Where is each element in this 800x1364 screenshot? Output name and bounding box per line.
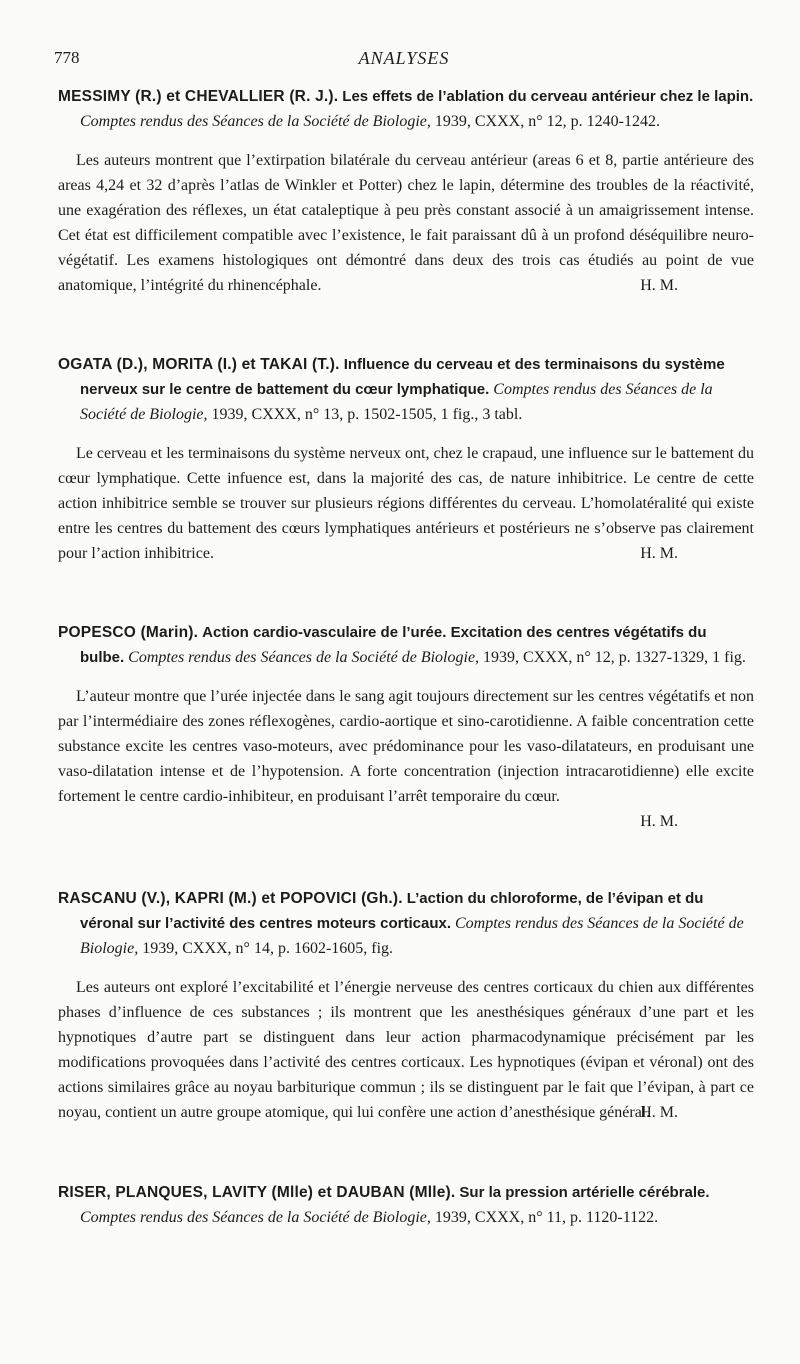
authors: MESSIMY (R.) et CHEVALLIER (R. J.). xyxy=(58,88,339,105)
signature: H. M. xyxy=(640,277,678,294)
signature: H. M. xyxy=(640,1104,678,1121)
page-number: 778 xyxy=(54,48,80,67)
citation xyxy=(58,620,754,670)
article-title: Les effets de l’ablation du cerveau antérieur chez le lapin. xyxy=(342,88,754,105)
authors: RISER, PLANQUES, LAVITY (Mlle) et DAUBAN (Mlle). xyxy=(58,1184,456,1201)
abstract-body: Le cerveau et les terminaisons du système nerveux ont, chez le crapaud, une influence sur le battement du cœur lymphatique. Cette infuence est, dans la majorité des cas, de nature inhibitrice. Le centre de cette action inhibitrice semble se trouver sur plusieurs régions différentes du cerveau. L’homolatéralité qui existe entre les centres du battement des cœurs lymphatiques antérieurs et postérieurs ne s’observe pas clairement pour l’action inhibitrice. xyxy=(58,445,754,562)
abstract-entry xyxy=(58,620,754,834)
citation xyxy=(58,1180,754,1230)
publication-info: 1939, CXXX, n° 14, p. 1602-1605, fig. xyxy=(142,940,394,957)
running-title: ANALYSES xyxy=(358,48,450,68)
signature: H. M. xyxy=(640,545,678,562)
abstract-body: Les auteurs ont exploré l’excitabilité et l’énergie nerveuse des centres corticaux du chien aux différentes phases d’influence de ces substances ; ils montrent que les anesthésiques généraux d’une part et les hypnotiques d’autre part se distinguent dans leur action pharmacodynamique précisément par les modifications provoquées dans l’activité des centres corticaux. Les hypnotiques (évipan et véronal) ont des actions similaires grâce au noyau barbiturique commun ; ils se distinguent par le fait que l’évipan, à part ce noyau, contient un autre groupe atomique, qui lui confère une action d’anesthésique général. xyxy=(58,979,754,1121)
journal-name: Comptes rendus des Séances de la Société de Biologie, xyxy=(80,113,431,130)
abstract-entry xyxy=(58,84,754,298)
article-title: Sur la pression artérielle cérébrale. xyxy=(459,1184,710,1201)
authors: RASCANU (V.), KAPRI (M.) et POPOVICI (Gh.). xyxy=(58,890,403,907)
citation xyxy=(58,886,754,961)
page-header xyxy=(54,48,754,72)
authors: OGATA (D.), MORITA (I.) et TAKAI (T.). xyxy=(58,356,340,373)
abstract-entry xyxy=(58,1180,754,1230)
journal-name: Comptes rendus des Séances de la Société de Biologie, xyxy=(80,1209,431,1226)
citation xyxy=(58,84,754,134)
publication-info: 1939, CXXX, n° 12, p. 1327-1329, 1 fig. xyxy=(483,649,746,666)
publication-info: 1939, CXXX, n° 13, p. 1502-1505, 1 fig., 3 tabl. xyxy=(211,406,523,423)
journal-name: Comptes rendus des Séances de la Société de Biologie, xyxy=(128,649,480,666)
article-title: Influence du cerveau et des terminaisons du système nerveux sur le centre de battement du cœur lymphatique. xyxy=(80,356,725,398)
abstract-entry xyxy=(58,352,754,566)
abstract-text xyxy=(58,684,754,809)
abstract-entry xyxy=(58,886,754,1125)
publication-info: 1939, CXXX, n° 11, p. 1120-1122. xyxy=(434,1209,659,1226)
abstract-body: Les auteurs montrent que l’extirpation bilatérale du cerveau antérieur (areas 6 et 8, partie antérieure des areas 4,24 et 32 d’après l’atlas de Winkler et Potter) chez le lapin, détermine des troubles de la réactivité, une exagération des réflexes, un état cataleptique à peu près constant associé à un amaigrissement intense. Cet état est difficilement compatible avec l’existence, le fait paraissant dû à un profond déséquilibre neuro-végétatif. Les examens histologiques ont démontré dans deux des trois cas étudiés au point de vue anatomique, l’intégrité du rhinencéphale. xyxy=(58,152,754,294)
citation xyxy=(58,352,754,427)
article-title: Action cardio-vasculaire de l’urée. Excitation des centres végétatifs du bulbe. xyxy=(80,624,707,666)
abstract-body: L’auteur montre que l’urée injectée dans le sang agit toujours directement sur les centres végétatifs et non par l’intermédiaire des zones réflexogènes, cardio-aortique et sino-carotidienne. A faible concentration cette substance excite les centres vaso-moteurs, avec prédominance pour les vaso-dilatateurs, en produisant une vaso-dilatation intense et de l’hypotension. A forte concentration (injection intracarotidienne) elle excite fortement le centre cardio-inhibiteur, en produisant l’arrêt temporaire du cœur. xyxy=(58,688,754,805)
journal-name: Comptes rendus des Séances de la Société de Biologie, xyxy=(80,915,744,957)
journal-name: Comptes rendus des Séances de la Société de Biologie, xyxy=(80,381,713,423)
authors: POPESCO (Marin). xyxy=(58,624,199,641)
publication-info: 1939, CXXX, n° 12, p. 1240-1242. xyxy=(434,113,660,130)
article-title: L’action du chloroforme, de l’évipan et du véronal sur l’activité des centres moteurs corticaux. xyxy=(80,890,704,932)
signature: H. M. xyxy=(640,813,678,830)
